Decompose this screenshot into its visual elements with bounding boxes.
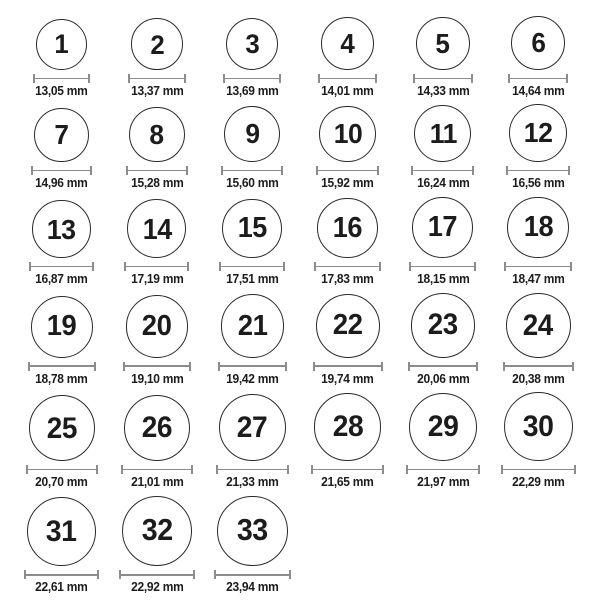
- ring-size-cell: [109, 395, 204, 490]
- diameter-ruler: [413, 74, 472, 83]
- ring-size-cell: [14, 395, 109, 489]
- ring-circle: [511, 16, 565, 70]
- ring-size-number: 21: [237, 309, 268, 342]
- diameter-label: 21,97 mm: [416, 475, 470, 490]
- diameter-ruler: [219, 262, 285, 271]
- ring-size-cell: [14, 200, 109, 287]
- diameter-ruler: [126, 166, 187, 175]
- ring-size-cell: [205, 106, 300, 190]
- ring-size-number: 19: [46, 310, 77, 343]
- diameter-ruler: [33, 74, 90, 83]
- ring-circle: [224, 106, 280, 162]
- diameter-label: 16,56 mm: [511, 176, 565, 191]
- ring-circle: [416, 17, 469, 70]
- diameter-ruler: [26, 465, 98, 474]
- ring-circle: [319, 106, 376, 163]
- ring-size-number: 3: [245, 28, 260, 60]
- ring-circle: [127, 199, 186, 258]
- ring-size-number: 10: [333, 118, 362, 150]
- diameter-label: 23,94 mm: [226, 580, 279, 595]
- diameter-label: 17,83 mm: [321, 272, 374, 287]
- ring-size-cell: [490, 197, 585, 287]
- diameter-ruler: [318, 74, 377, 83]
- ring-circle: [504, 392, 573, 461]
- ring-size-cell: [395, 293, 490, 386]
- ring-size-cell: [300, 106, 395, 191]
- diameter-ruler: [24, 570, 100, 579]
- ring-size-number: 6: [531, 27, 546, 59]
- ring-size-cell: [490, 104, 585, 190]
- ring-size-number: 16: [332, 211, 363, 244]
- ring-size-cell: [205, 18, 300, 99]
- ring-size-number: 28: [332, 410, 363, 444]
- diameter-ruler: [503, 362, 574, 371]
- ring-size-cell: [395, 105, 490, 191]
- ring-size-number: 31: [46, 514, 78, 548]
- ring-size-number: 13: [47, 212, 77, 245]
- diameter-label: 18,15 mm: [416, 272, 470, 287]
- chart-row: [14, 104, 586, 190]
- ring-circle: [506, 293, 571, 358]
- diameter-ruler: [316, 166, 379, 175]
- diameter-ruler: [221, 166, 283, 175]
- diameter-label: 14,64 mm: [511, 84, 565, 99]
- diameter-label: 19,42 mm: [226, 371, 279, 386]
- ring-size-cell: [14, 108, 109, 191]
- diameter-label: 15,60 mm: [226, 176, 279, 191]
- diameter-label: 20,70 mm: [35, 475, 88, 490]
- ring-size-number: 1: [54, 29, 69, 60]
- diameter-ruler: [121, 465, 194, 474]
- ring-size-number: 4: [340, 28, 355, 60]
- diameter-label: 15,28 mm: [130, 176, 184, 191]
- ring-circle: [409, 393, 477, 461]
- diameter-label: 14,33 mm: [416, 84, 470, 99]
- ring-size-number: 33: [236, 513, 268, 547]
- diameter-ruler: [28, 362, 96, 371]
- ring-size-number: 32: [141, 514, 173, 548]
- ring-size-cell: [14, 497, 109, 595]
- diameter-label: 14,01 mm: [321, 84, 374, 99]
- ring-size-number: 2: [150, 28, 164, 60]
- ring-size-cell: [109, 199, 204, 286]
- ring-circle: [131, 18, 183, 70]
- ring-size-number: 11: [429, 117, 457, 149]
- diameter-ruler: [406, 465, 480, 474]
- ring-size-cell: [109, 18, 204, 98]
- ring-size-number: 8: [149, 118, 165, 150]
- diameter-ruler: [218, 362, 287, 371]
- diameter-ruler: [314, 262, 380, 271]
- ring-circle: [217, 496, 288, 567]
- diameter-label: 17,19 mm: [130, 272, 184, 287]
- ring-size-number: 23: [427, 308, 458, 341]
- diameter-ruler: [214, 570, 291, 579]
- ring-size-cell: [490, 293, 585, 387]
- ring-size-cell: [300, 17, 395, 98]
- ring-circle: [129, 107, 184, 162]
- ring-size-number: 15: [237, 212, 267, 245]
- diameter-label: 20,38 mm: [511, 371, 565, 386]
- diameter-ruler: [29, 262, 93, 271]
- diameter-label: 22,61 mm: [35, 580, 88, 595]
- ring-size-number: 20: [142, 309, 172, 342]
- ring-circle: [316, 294, 380, 358]
- diameter-label: 22,29 mm: [511, 475, 565, 490]
- ring-size-number: 27: [237, 410, 268, 444]
- diameter-ruler: [311, 465, 385, 474]
- ring-size-cell: [109, 496, 204, 595]
- ring-size-cell: [109, 295, 204, 386]
- ring-circle: [27, 497, 97, 567]
- ring-size-cell: [490, 16, 585, 98]
- diameter-label: 21,65 mm: [321, 475, 374, 490]
- diameter-label: 15,92 mm: [321, 176, 374, 191]
- diameter-label: 20,06 mm: [416, 371, 470, 386]
- ring-circle: [321, 17, 374, 70]
- diameter-label: 18,78 mm: [35, 371, 88, 386]
- ring-size-cell: [395, 197, 490, 286]
- ring-size-cell: [205, 394, 300, 489]
- ring-size-cell: [300, 198, 395, 287]
- diameter-ruler: [216, 465, 289, 474]
- ring-circle: [219, 394, 286, 461]
- ring-size-cell: [205, 199, 300, 287]
- ring-size-number: 14: [142, 212, 172, 245]
- ring-size-number: 24: [523, 308, 554, 342]
- ring-size-cell: [395, 393, 490, 490]
- ring-circle: [222, 199, 282, 259]
- diameter-ruler: [31, 166, 92, 175]
- ring-size-number: 29: [427, 410, 459, 444]
- diameter-ruler: [313, 362, 383, 371]
- ring-circle: [34, 108, 89, 163]
- ring-size-number: 22: [332, 309, 363, 342]
- ring-circle: [412, 197, 473, 258]
- ring-circle: [509, 104, 567, 162]
- diameter-label: 18,47 mm: [511, 272, 565, 287]
- chart-row: [14, 293, 586, 387]
- ring-size-cell: [395, 17, 490, 99]
- ring-size-number: 26: [141, 411, 173, 445]
- diameter-label: 13,37 mm: [130, 84, 184, 99]
- ring-size-cell: [300, 294, 395, 386]
- diameter-label: 14,96 mm: [35, 176, 88, 191]
- diameter-ruler: [411, 166, 474, 175]
- ring-circle: [221, 294, 284, 357]
- ring-circle: [414, 105, 471, 162]
- diameter-ruler: [501, 465, 576, 474]
- ring-size-cell: [205, 496, 300, 595]
- ring-circle: [32, 200, 90, 258]
- ring-size-cell: [14, 19, 109, 98]
- ring-circle: [507, 197, 569, 259]
- diameter-label: 19,74 mm: [321, 371, 374, 386]
- diameter-ruler: [504, 262, 572, 271]
- diameter-label: 21,01 mm: [130, 475, 184, 490]
- ring-size-cell: [14, 296, 109, 387]
- ring-circle: [317, 198, 377, 258]
- diameter-label: 21,33 mm: [226, 475, 279, 490]
- diameter-ruler: [124, 262, 189, 271]
- diameter-label: 13,69 mm: [226, 84, 279, 99]
- ring-circle: [122, 496, 192, 566]
- ring-circle: [36, 19, 87, 70]
- diameter-ruler: [128, 74, 186, 83]
- diameter-label: 19,10 mm: [130, 371, 184, 386]
- ring-size-cell: [300, 393, 395, 489]
- ring-size-cell: [109, 107, 204, 191]
- ring-circle: [226, 18, 278, 70]
- chart-row: [14, 392, 586, 489]
- diameter-ruler: [119, 570, 195, 579]
- diameter-label: 22,92 mm: [130, 580, 184, 595]
- ring-size-cell: [490, 392, 585, 489]
- ring-size-number: 30: [522, 409, 554, 443]
- ring-circle: [411, 293, 476, 358]
- diameter-label: 17,51 mm: [226, 272, 279, 287]
- diameter-ruler: [506, 166, 570, 175]
- ring-size-number: 25: [46, 411, 77, 445]
- chart-row: [14, 496, 586, 595]
- chart-row: [14, 197, 586, 287]
- ring-size-cell: [205, 294, 300, 386]
- diameter-label: 13,05 mm: [35, 84, 88, 99]
- ring-circle: [124, 395, 191, 462]
- ring-circle: [314, 393, 382, 461]
- ring-size-number: 7: [54, 119, 69, 151]
- ring-circle: [29, 395, 95, 461]
- diameter-ruler: [123, 362, 192, 371]
- chart-row: [14, 16, 586, 98]
- ring-size-number: 5: [435, 27, 450, 59]
- diameter-ruler: [508, 74, 568, 83]
- diameter-label: 16,24 mm: [416, 176, 470, 191]
- diameter-ruler: [409, 262, 476, 271]
- ring-size-number: 12: [523, 117, 553, 149]
- ring-size-number: 18: [523, 211, 553, 244]
- ring-circle: [126, 295, 189, 358]
- ring-circle: [31, 296, 93, 358]
- ring-size-number: 17: [428, 211, 458, 244]
- diameter-label: 16,87 mm: [35, 272, 88, 287]
- ring-size-number: 9: [245, 118, 260, 150]
- diameter-ruler: [408, 362, 479, 371]
- diameter-ruler: [223, 74, 281, 83]
